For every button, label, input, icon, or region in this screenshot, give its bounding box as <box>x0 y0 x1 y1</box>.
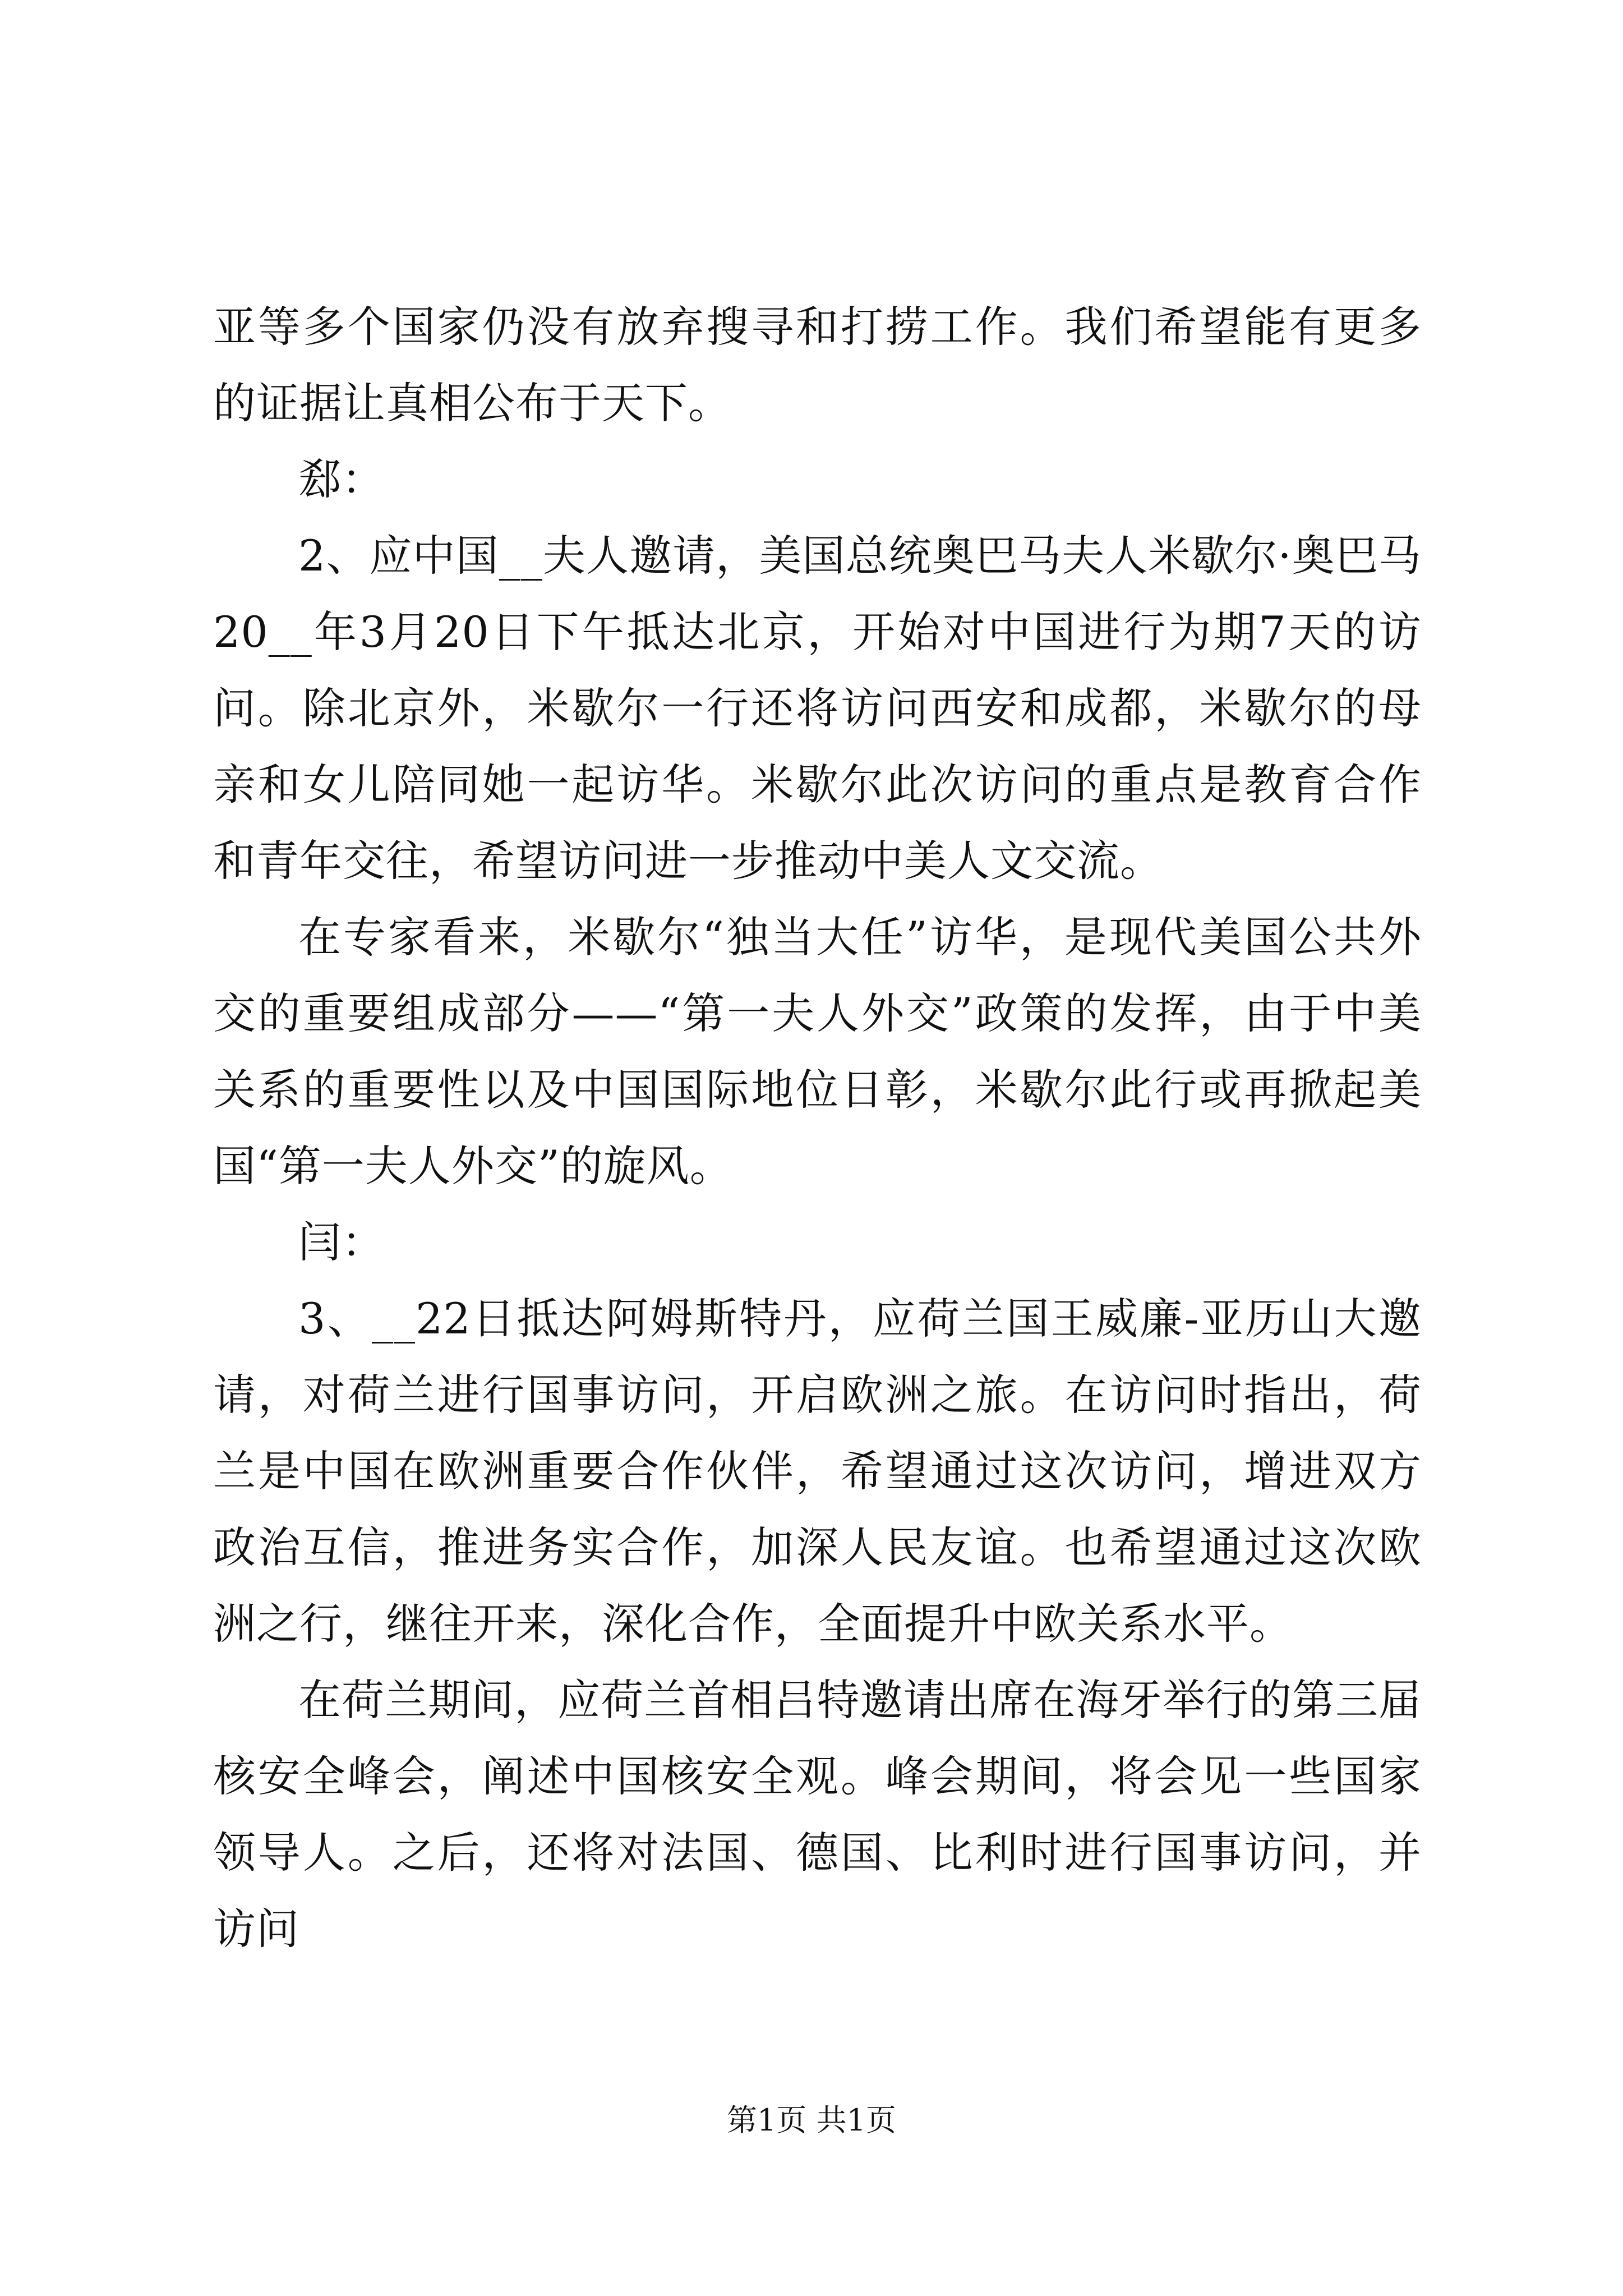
document-body <box>213 289 1422 1967</box>
paragraph-item-2: 2、应中国__夫人邀请，美国总统奥巴马夫人米歇尔·奥巴马20__年3月20日下午抵达北京，开始对中国进行为期7天的访问。除北京外，米歇尔一行还将访问西安和成都，米歇尔的母亲和女儿陪同她一起访华。米歇尔此次访问的重点是教育合作和青年交往，希望访问进一步推动中美人文交流。 <box>213 531 1422 886</box>
paragraph-item-3: 3、__22日抵达阿姆斯特丹，应荷兰国王威廉-亚历山大邀请，对荷兰进行国事访问，开启欧洲之旅。在访问时指出，荷兰是中国在欧洲重要合作伙伴，希望通过这次访问，增进双方政治互信，推进务实合作，加深人民友谊。也希望通过这次欧洲之行，继往开来，深化合作，全面提升中欧关系水平。 <box>213 1294 1422 1649</box>
paragraph-1: 亚等多个国家仍没有放弃搜寻和打捞工作。我们希望能有更多的证据让真相公布于天下。 <box>213 302 1422 428</box>
paragraph-expert-view: 在专家看来，米歇尔“独当大任”访华，是现代美国公共外交的重要组成部分——“第一夫人外交”政策的发挥，由于中美关系的重要性以及中国国际地位日彰，米歇尔此行或再掀起美国“第一夫人外交”的旋风。 <box>213 912 1422 1191</box>
page-footer: 第1页 共1页 <box>727 2102 896 2138</box>
paragraph-speaker-1: 郄： <box>298 454 385 504</box>
paragraph-speaker-2: 闫： <box>298 1217 385 1267</box>
paragraph-netherlands: 在荷兰期间，应荷兰首相吕特邀请出席在海牙举行的第三届核安全峰会，阐述中国核安全观。峰会期间，将会见一些国家领导人。之后，还将对法国、德国、比利时进行国事访问，并访问 <box>213 1675 1422 1954</box>
